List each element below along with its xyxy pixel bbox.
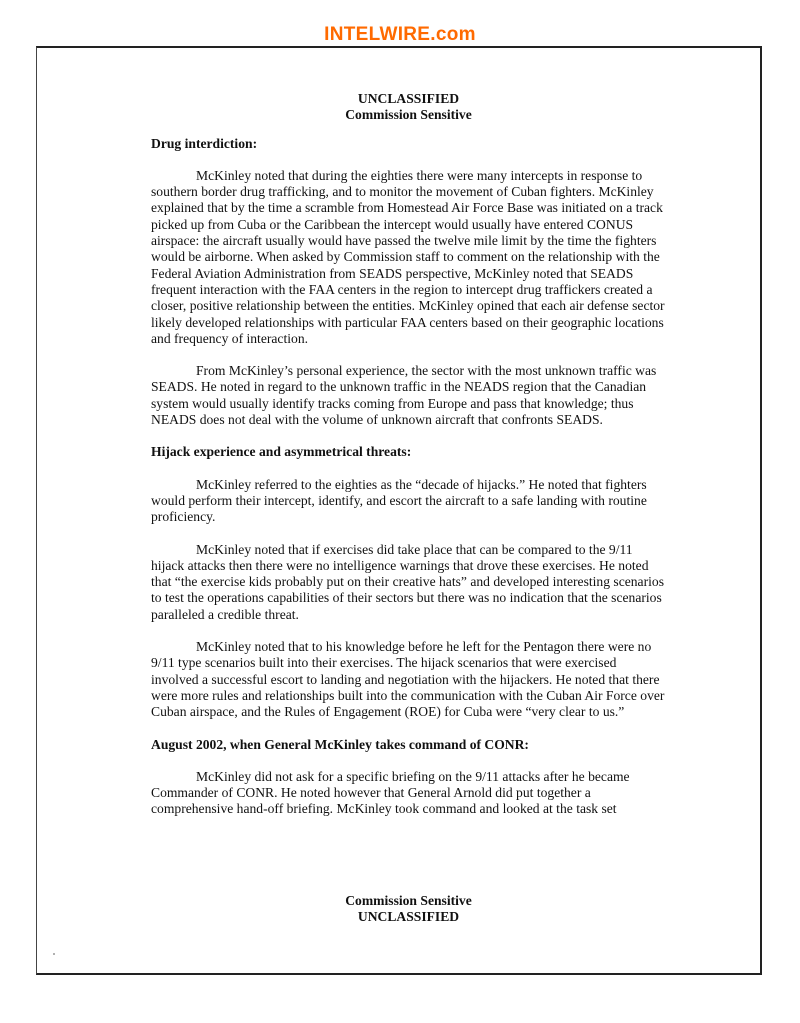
- section-heading-august-2002: August 2002, when General McKinley takes command of CONR:: [151, 736, 529, 752]
- sensitivity-footer: Commission Sensitive: [345, 893, 472, 908]
- paragraph: McKinley noted that during the eighties there were many intercepts in response to southern border drug trafficking, and to monitor the movement of Cuban fighters. McKinley explained that by the time a scramble from Homestead Air Force Base was initiated on a track picked up from Cuba or the Caribbean the intercept would usually have entered CONUS airspace: the aircraft usually would have passed the twelve mile limit by the time the fighters would be airborne. When asked by Commission staff to comment on the relationship with the Federal Aviation Administration from SEADS perspective, McKinley noted that SEADS frequent interaction with the FAA centers in the region to intercept drug traffickers created a closer, positive relationship between the entities. McKinley opined that each air defense sector likely developed relationships with particular FAA centers based on their geographic locations and frequency of interaction.: [151, 167, 665, 346]
- section-heading-drug-interdiction: Drug interdiction:: [151, 135, 258, 151]
- sensitivity-header: Commission Sensitive: [345, 107, 472, 123]
- intelwire-watermark: [0, 24, 800, 46]
- classification-footer: UNCLASSIFIED: [357, 909, 460, 925]
- paragraph: McKinley noted that if exercises did take place that can be compared to the 9/11 hijack attacks then there were no intelligence warnings that drove these exercises. He noted that “the exercise kids probably put on their creative hats” and developed interesting scenarios to test the operations capabilities of their sectors but there was no indication that the scenarios paralleled a credible threat.: [151, 541, 664, 622]
- classification-header: UNCLASSIFIED: [357, 91, 460, 106]
- paragraph: McKinley noted that to his knowledge before he left for the Pentagon there were no 9/11 type scenarios built into their exercises. The hijack scenarios that were exercised involved a successful escort to landing and negotiation with the hijackers. He noted that there were more rules and relationships built into the communication with the Cuban Air Force over Cuban airspace, and the Rules of Engagement (ROE) for Cuba were “very clear to us.”: [151, 639, 665, 720]
- scan-speck: [53, 953, 55, 955]
- paragraph: McKinley did not ask for a specific briefing on the 9/11 attacks after he became Commander of CONR. He noted however that General Arnold did put together a comprehensive hand-off briefing. McKinley took command and looked at the task set: [151, 768, 630, 817]
- paragraph: McKinley referred to the eighties as the “decade of hijacks.” He noted that fighters would perform their intercept, identify, and escort the aircraft to a safe landing with routine proficiency.: [151, 476, 647, 525]
- section-heading-hijack-experience: Hijack experience and asymmetrical threats:: [151, 444, 412, 460]
- document-body: [151, 91, 666, 818]
- document-footer: [151, 893, 666, 926]
- paragraph: From McKinley’s personal experience, the sector with the most unknown traffic was SEADS. He noted in regard to the unknown traffic in the NEADS region that the Canadian system would usually identify tracks coming from Europe and pass that knowledge; thus NEADS does not deal with the volume of unknown aircraft that confronts SEADS.: [151, 363, 657, 428]
- watermark-text: INTELWIRE.com: [324, 24, 476, 45]
